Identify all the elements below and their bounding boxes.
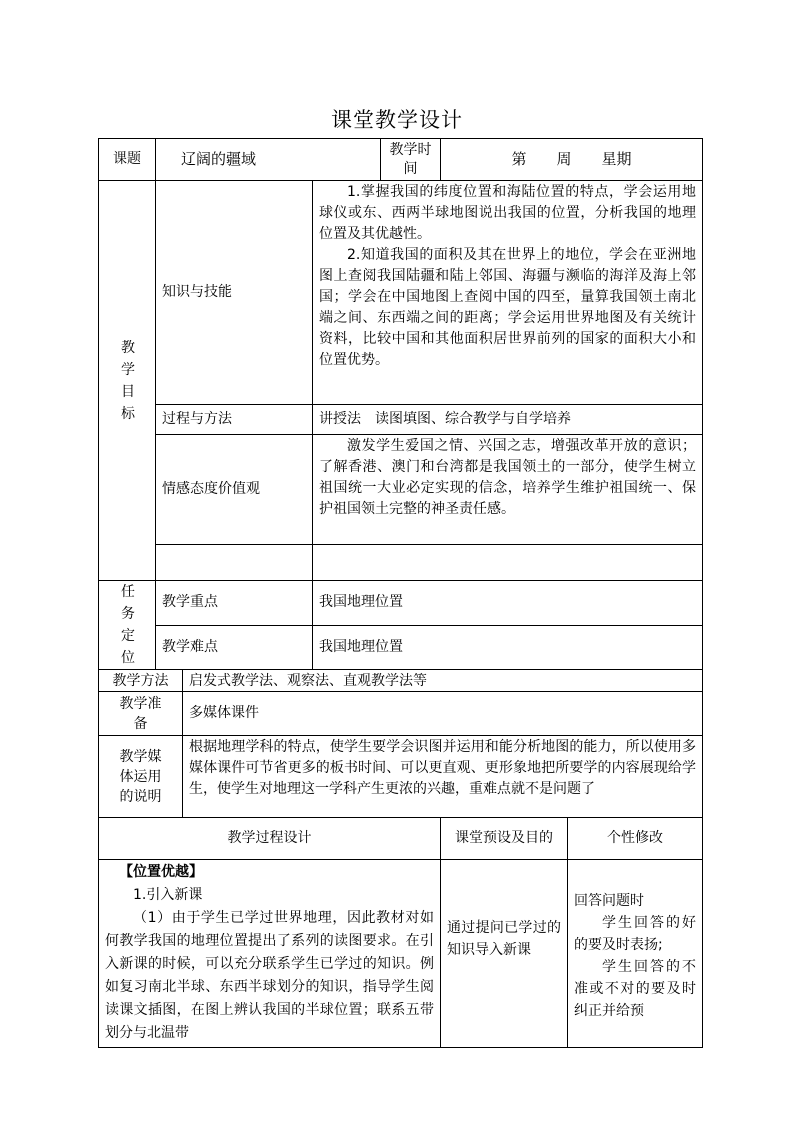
process-content <box>99 860 441 1048</box>
focus-value: 我国地理位置 <box>313 581 703 626</box>
note-2: 学生回答的好的要及时表扬; <box>574 915 697 953</box>
knowledge-content <box>313 181 703 405</box>
prep-row <box>99 692 703 736</box>
task-label: 任务定位 <box>99 581 156 670</box>
prep-label: 教学准备 <box>99 692 183 736</box>
knowledge-para-1: 1.掌握我国的纬度位置和海陆位置的特点，学会运用地球仪或东、西两半球地图说出我国的位置，分析我国的地理位置及其优越性。 <box>319 184 697 242</box>
empty-cell-right <box>313 545 703 581</box>
media-row <box>99 736 703 818</box>
focus-label: 教学重点 <box>156 581 313 626</box>
lesson-plan-table <box>98 138 703 1048</box>
process-header-row <box>99 818 703 860</box>
col-header-process: 教学过程设计 <box>99 818 441 860</box>
focus-row <box>99 581 703 626</box>
time-label: 教学时间 <box>381 139 441 181</box>
topic-value: 辽阔的疆域 <box>156 139 381 181</box>
process-body-row <box>99 860 703 1048</box>
method-value: 启发式教学法、观察法、直观教学法等 <box>183 670 703 692</box>
emotion-content <box>313 435 703 545</box>
knowledge-label: 知识与技能 <box>156 181 313 405</box>
difficulty-value: 我国地理位置 <box>313 625 703 670</box>
method-label: 教学方法 <box>99 670 183 692</box>
section-title: 【位置优越】 <box>119 864 203 880</box>
col-header-modify: 个性修改 <box>568 818 703 860</box>
empty-cell-left <box>156 545 313 581</box>
difficulty-row <box>99 625 703 670</box>
step-1-title: 1.引入新课 <box>133 887 203 903</box>
media-label: 教学媒体运用的说明 <box>99 736 183 818</box>
process-row <box>99 405 703 435</box>
process-label: 过程与方法 <box>156 405 313 435</box>
note-3: 学生回答的不准或不对的要及时纠正并给预 <box>574 959 697 1019</box>
difficulty-label: 教学难点 <box>156 625 313 670</box>
emotion-text: 激发学生爱国之情、兴国之志，增强改革开放的意识；了解香港、澳门和台湾都是我国领土的一部分，使学生树立祖国统一大业必定实现的信念，培养学生维护祖国统一、保护祖国领土完整的神圣责任感。 <box>319 438 697 517</box>
purpose-cell: 通过提问已学过的知识导入新课 <box>441 860 568 1048</box>
note-1: 回答问题时 <box>574 893 644 909</box>
step-1-text: （1）由于学生已学过世界地理，因此教材对如何教学我国的地理位置提出了系列的读图要求。在引入新课的时候，可以充分联系学生已学过的知识。例如复习南北半球、东西半球划分的知识，指导学生阅读课文插图，在图上辨认我国的半球位置；联系五带划分与北温带 <box>105 910 434 1041</box>
media-value: 根据地理学科的特点，使学生要学会识图并运用和能分析地图的能力，所以使用多媒体课件可节省更多的板书时间、可以更直观、更形象地把所要学的内容展现给学生，使学生对地理这一学科产生更浓的兴趣，重难点就不是问题了 <box>183 736 703 818</box>
topic-label: 课题 <box>99 139 156 181</box>
process-value: 讲授法 读图填图、综合教学与自学培养 <box>313 405 703 435</box>
emotion-label: 情感态度价值观 <box>156 435 313 545</box>
empty-row <box>99 545 703 581</box>
modify-cell <box>568 860 703 1048</box>
time-value: 第 周 星期 <box>441 139 703 181</box>
knowledge-para-2: 2.知道我国的面积及其在世界上的地位，学会在亚洲地图上查阅我国陆疆和陆上邻国、海疆与濒临的海洋及海上邻国；学会在中国地图上查阅中国的四至，量算我国领土南北端之间、东西端之间的距离；学会运用世界地图及有关统计资料，比较中国和其他面积居世界前列的国家的面积大小和位置优势。 <box>319 247 697 368</box>
knowledge-row <box>99 181 703 405</box>
col-header-purpose: 课堂预设及目的 <box>441 818 568 860</box>
prep-value: 多媒体课件 <box>183 692 703 736</box>
emotion-row <box>99 435 703 545</box>
method-row <box>99 670 703 692</box>
document-title: 课堂教学设计 <box>331 108 463 132</box>
objectives-label: 教学目标 <box>99 181 156 581</box>
header-row <box>99 139 703 181</box>
